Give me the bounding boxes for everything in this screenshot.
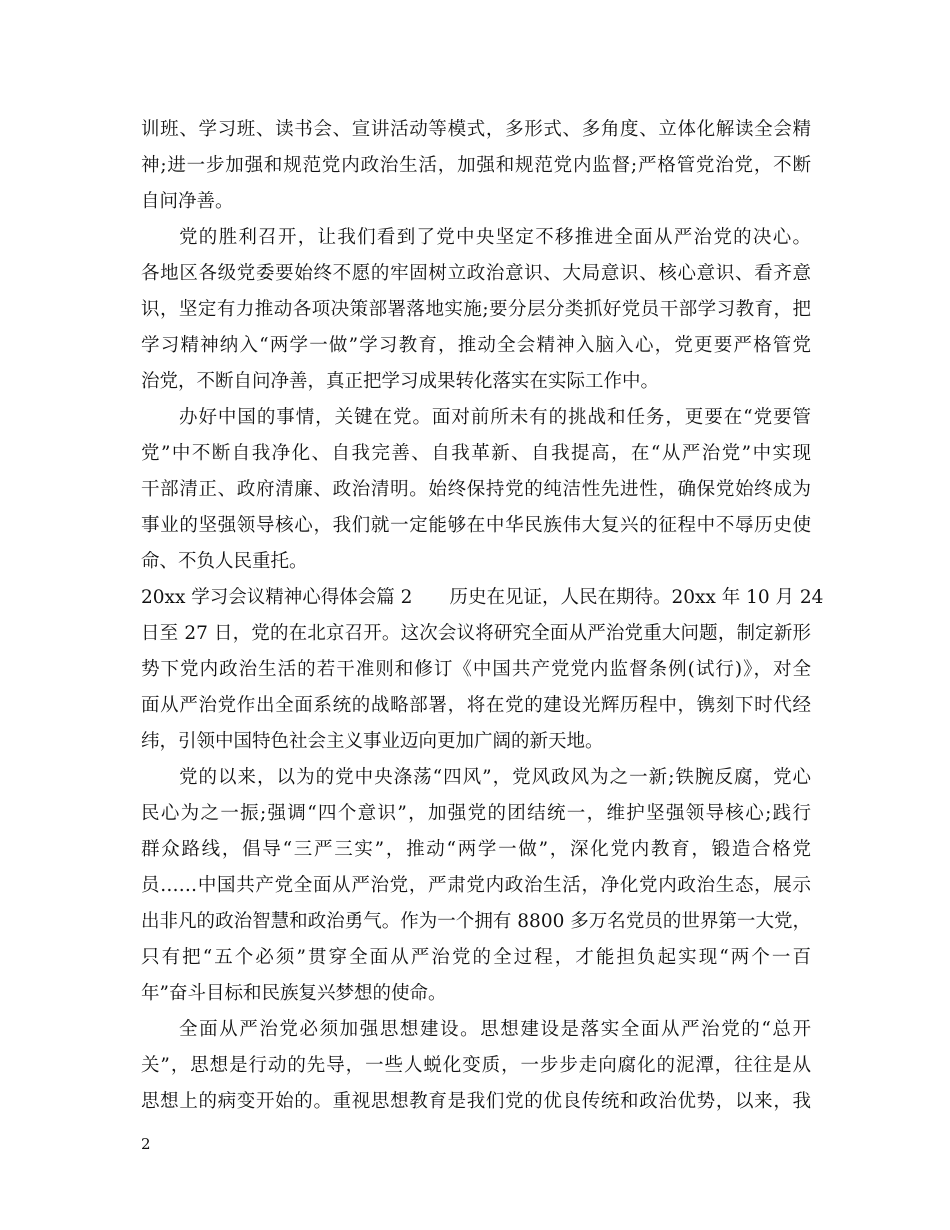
text-line: 群众路线，倡导“三严三实”，推动“两学一做”，深化党内教育，锻造合格党 (141, 839, 811, 860)
text-line: 治党，不断自问净善，真正把学习成果转化落实在实际工作中。 (141, 371, 660, 392)
text-line: 势下党内政治生活的若干准则和修订《中国共产党党内监督条例(试行)》，对全 (141, 659, 811, 680)
text-line: 思想上的病变开始的。重视思想教育是我们党的优良传统和政治优势，以来，我 (141, 1091, 811, 1112)
text-line: 事业的坚强领导核心，我们就一定能够在中华民族伟大复兴的征程中不辱历史使 (141, 515, 811, 536)
text-line: 日至 27 日，党的在北京召开。这次会议将研究全面从严治党重大问题，制定新形 (141, 623, 811, 644)
text-line: 各地区各级党委要始终不愿的牢固树立政治意识、大局意识、核心意识、看齐意 (141, 263, 811, 284)
text-line: 神;进一步加强和规范党内政治生活，加强和规范党内监督;严格管党治党，不断 (141, 155, 811, 176)
text-line: 党的胜利召开，让我们看到了党中央坚定不移推进全面从严治党的决心。 (179, 227, 811, 248)
text-line: 办好中国的事情，关键在党。面对前所未有的挑战和任务，更要在“党要管 (179, 407, 811, 428)
text-line: 年”奋斗目标和民族复兴梦想的使命。 (141, 983, 447, 1004)
text-line: 关”，思想是行动的先导，一些人蜕化变质，一步步走向腐化的泥潭，往往是从 (141, 1055, 811, 1076)
text-line: 出非凡的政治智慧和政治勇气。作为一个拥有 8800 多万名党员的世界第一大党， (141, 911, 811, 932)
text-line: 自问净善。 (141, 191, 234, 212)
text-line: 面从严治党作出全面系统的战略部署，将在党的建设光辉历程中，镌刻下时代经 (141, 695, 811, 716)
text-line: 员……中国共产党全面从严治党，严肃党内政治生活，净化党内政治生态，展示 (141, 875, 811, 896)
text-line: 干部清正、政府清廉、政治清明。始终保持党的纯洁性先进性，确保党始终成为 (141, 479, 811, 500)
text-line: 民心为之一振;强调“四个意识”，加强党的团结统一，维护坚强领导核心;践行 (141, 803, 811, 824)
section-heading-line: 20xx 学习会议精神心得体会篇 2 历史在见证，人民在期待。20xx 年 10 月 24 (141, 587, 824, 608)
text-line: 全面从严治党必须加强思想建设。思想建设是落实全面从严治党的“总开 (179, 1019, 811, 1040)
page-number: 2 (141, 1135, 151, 1153)
text-line: 只有把“五个必须”贯穿全面从严治党的全过程，才能担负起实现“两个一百 (141, 947, 811, 968)
text-line: 命、不负人民重托。 (141, 551, 308, 572)
text-line: 纬，引领中国特色社会主义事业迈向更加广阔的新天地。 (141, 731, 604, 752)
text-line: 学习精神纳入“两学一做”学习教育，推动全会精神入脑入心，党更要严格管党 (141, 335, 811, 356)
text-line: 党”中不断自我净化、自我完善、自我革新、自我提高，在“从严治党”中实现 (141, 443, 811, 464)
text-line: 训班、学习班、读书会、宣讲活动等模式，多形式、多角度、立体化解读全会精 (141, 119, 811, 140)
text-line: 党的以来，以为的党中央涤荡“四风”，党风政风为之一新;铁腕反腐，党心 (179, 767, 811, 788)
text-line: 识，坚定有力推动各项决策部署落地实施;要分层分类抓好党员干部学习教育，把 (141, 299, 811, 320)
